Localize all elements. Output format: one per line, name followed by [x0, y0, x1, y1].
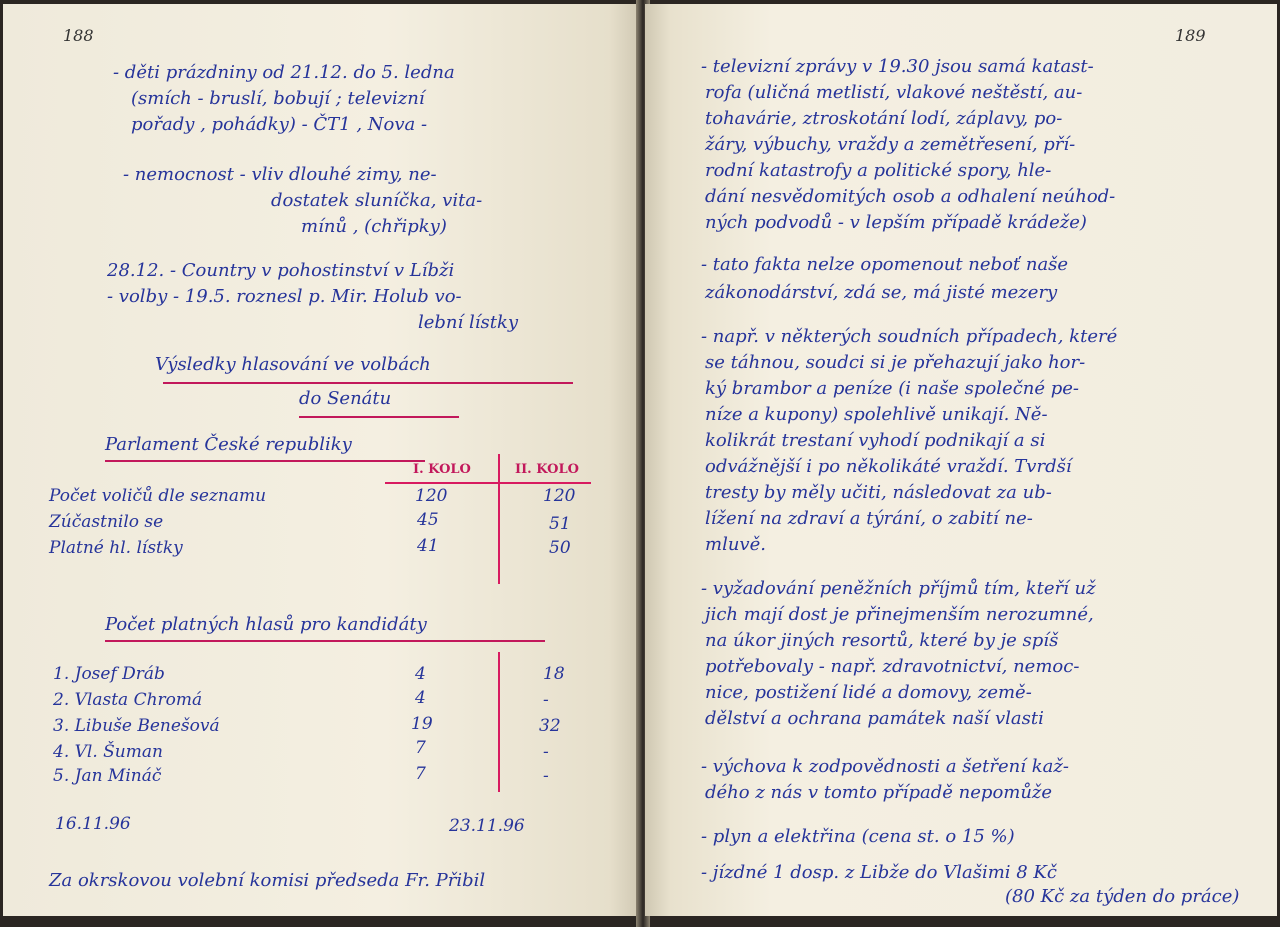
candidate-r2: -: [543, 766, 549, 786]
candidate-r2: 32: [539, 716, 561, 736]
underline: [105, 460, 425, 462]
text-line: kolikrát trestaní vyhodí podnikají a si: [705, 430, 1046, 451]
text-line: dého z nás v tomto případě nepomůže: [705, 782, 1053, 803]
candidate-name: 4. Vl. Šuman: [53, 742, 163, 762]
text-line: odvážnější i po několikáté vraždí. Tvrdší: [705, 456, 1072, 477]
text-line: mluvě.: [705, 534, 766, 555]
text-line: zákonodárství, zdá se, má jisté mezery: [705, 282, 1058, 303]
results-title: Výsledky hlasování ve volbách: [155, 354, 431, 375]
stat-label: Platné hl. lístky: [49, 538, 183, 558]
text-line: dělství a ochrana památek naší vlasti: [705, 708, 1044, 729]
stat-label: Počet voličů dle seznamu: [49, 486, 267, 506]
text-line: - volby - 19.5. roznesl p. Mir. Holub vo-: [107, 286, 462, 307]
candidate-name: 1. Josef Dráb: [53, 664, 165, 684]
results-title-2: do Senátu: [299, 388, 392, 409]
candidate-r1: 4: [415, 688, 426, 708]
text-line: se táhnou, soudci si je přehazují jako hor-: [705, 352, 1086, 373]
stat-r2: 120: [543, 486, 576, 506]
text-line: jich mají dost je přinejmenším nerozumné,: [705, 604, 1094, 625]
candidate-name: 5. Jan Mináč: [53, 766, 162, 786]
page-number-right: 189: [1175, 26, 1206, 45]
stat-r1: 120: [415, 486, 448, 506]
text-line: tresty by měly učiti, následovat za ub-: [705, 482, 1052, 503]
stat-r2: 51: [549, 514, 571, 534]
text-line: - jízdné 1 dosp. z Libže do Vlašimi 8 Kč: [701, 862, 1057, 883]
text-line: rodní katastrofy a politické spory, hle-: [705, 160, 1052, 181]
table-header-rule: [385, 482, 591, 484]
underline: [163, 382, 573, 384]
text-line: lební lístky: [418, 312, 519, 333]
parliament-heading: Parlament České republiky: [105, 434, 352, 455]
text-line: rofa (uličná metlistí, vlakové neštěstí, au-: [705, 82, 1083, 103]
text-line: dostatek sluníčka, vita-: [271, 190, 483, 211]
candidate-r2: -: [543, 742, 549, 762]
left-page: [3, 4, 641, 916]
text-line: - nemocnost - vliv dlouhé zimy, ne-: [123, 164, 437, 185]
candidate-r2: 18: [543, 664, 565, 684]
text-line: - tato fakta nelze opomenout neboť naše: [701, 254, 1069, 275]
candidate-name: 3. Libuše Benešová: [53, 716, 220, 736]
text-line: na úkor jiných resortů, které by je spíš: [705, 630, 1059, 651]
candidate-r1: 7: [415, 738, 426, 758]
text-line: - plyn a elektřina (cena st. o 15 %): [701, 826, 1015, 847]
text-line: nice, postižení lidé a domovy, země-: [705, 682, 1032, 703]
text-line: 28.12. - Country v pohostinství v Líbži: [107, 260, 455, 281]
text-line: žáry, výbuchy, vraždy a zemětřesení, pří-: [705, 134, 1076, 155]
table-column-rule: [498, 454, 500, 584]
date-round-2: 23.11.96: [449, 816, 525, 836]
text-line: ký brambor a peníze (i naše společné pe-: [705, 378, 1079, 399]
text-line: ných podvodů - v lepším případě krádeže): [705, 212, 1087, 233]
stat-r1: 41: [417, 536, 439, 556]
candidate-name: 2. Vlasta Chromá: [53, 690, 203, 710]
text-line: tohavárie, ztroskotání lodí, záplavy, po-: [705, 108, 1063, 129]
round-2-header: II. KOLO: [515, 462, 579, 477]
page-number-left: 188: [63, 26, 94, 45]
text-line: - výchova k zodpovědnosti a šetření kaž-: [701, 756, 1069, 777]
underline: [105, 640, 545, 642]
candidate-r1: 7: [415, 764, 426, 784]
commission-signature: Za okrskovou volební komisi předseda Fr. Přibil: [49, 870, 486, 891]
text-line: níze a kupony) spolehlivě unikají. Ně-: [705, 404, 1048, 425]
stat-r2: 50: [549, 538, 571, 558]
right-page: [645, 4, 1277, 916]
text-line: - televizní zprávy v 19.30 jsou samá katast-: [701, 56, 1094, 77]
text-line: (80 Kč za týden do práce): [1005, 886, 1240, 907]
text-line: (smích - bruslí, bobují ; televizní: [131, 88, 425, 109]
table-column-rule: [498, 652, 500, 792]
stat-r1: 45: [417, 510, 439, 530]
underline: [299, 416, 459, 418]
candidate-r2: -: [543, 690, 549, 710]
votes-heading: Počet platných hlasů pro kandidáty: [105, 614, 427, 635]
text-line: dání nesvědomitých osob a odhalení neúhod-: [705, 186, 1116, 207]
candidate-r1: 4: [415, 664, 426, 684]
stat-label: Zúčastnilo se: [49, 512, 164, 532]
text-line: lížení na zdraví a týrání, o zabití ne-: [705, 508, 1033, 529]
date-round-1: 16.11.96: [55, 814, 131, 834]
text-line: potřebovaly - např. zdravotnictví, nemoc-: [705, 656, 1080, 677]
round-1-header: I. KOLO: [413, 462, 471, 477]
text-line: - např. v některých soudních případech, které: [701, 326, 1118, 347]
text-line: mínů , (chřipky): [301, 216, 447, 237]
text-line: pořady , pohádky) - ČT1 , Nova -: [131, 114, 428, 135]
text-line: - děti prázdniny od 21.12. do 5. ledna: [113, 62, 455, 83]
text-line: - vyžadování peněžních příjmů tím, kteří už: [701, 578, 1096, 599]
candidate-r1: 19: [411, 714, 433, 734]
